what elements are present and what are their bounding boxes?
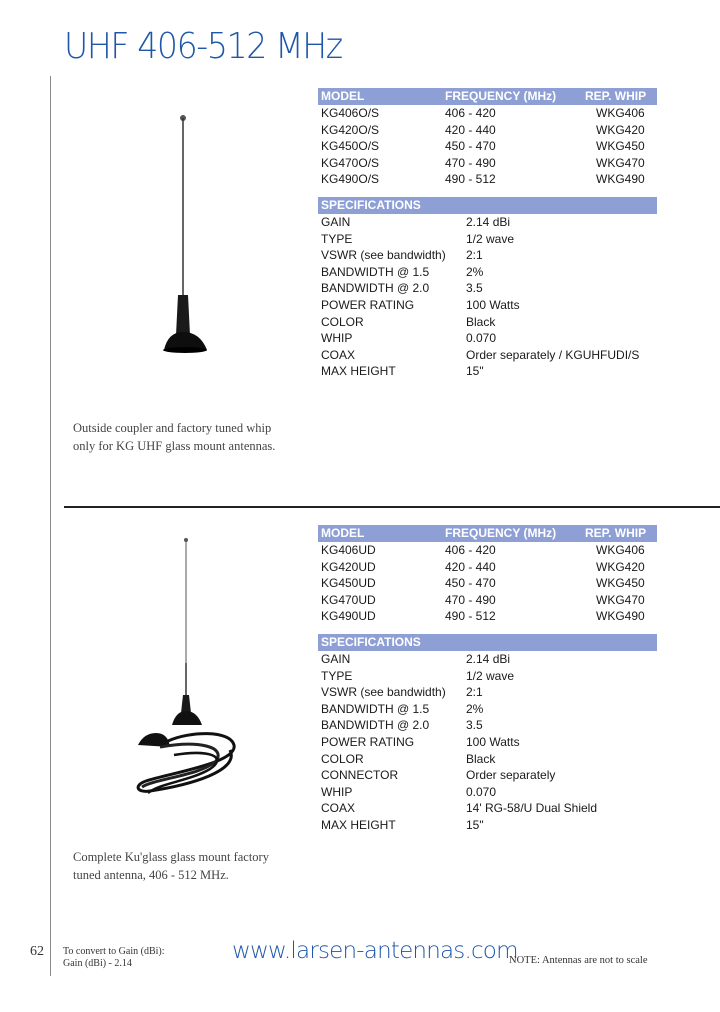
website-link[interactable]: www.larsen-antennas.com bbox=[232, 938, 518, 964]
spec-row: COAX Order separately / KGUHFUDI/S bbox=[321, 347, 640, 362]
specifications-header: SPECIFICATIONS bbox=[318, 197, 657, 214]
col-frequency: FREQUENCY (MHz) bbox=[445, 89, 557, 103]
col-whip: REP. WHIP bbox=[585, 89, 647, 103]
spec-row: CONNECTOR Order separately bbox=[321, 768, 556, 783]
table-row: KG470UD 470 - 490 WKG470 bbox=[321, 592, 645, 607]
table-row: KG490O/S 490 - 512 WKG490 bbox=[321, 172, 645, 187]
spec-row: COLOR Black bbox=[321, 314, 496, 329]
spec-row: BANDWIDTH @ 2.0 3.5 bbox=[321, 281, 483, 296]
page-number: 62 bbox=[30, 944, 44, 959]
col-whip: REP. WHIP bbox=[585, 526, 647, 540]
spec-row: POWER RATING 100 Watts bbox=[321, 297, 520, 312]
spec-row: TYPE 1/2 wave bbox=[321, 668, 515, 683]
model-table-2 bbox=[318, 525, 657, 834]
caption-2: Complete Ku'glass glass mount factory tuned antenna, 406 - 512 MHz. bbox=[73, 850, 269, 882]
page-title: UHF 406-512 MHz bbox=[64, 26, 342, 67]
table-row: KG406O/S 406 - 420 WKG406 bbox=[321, 106, 645, 120]
col-model: MODEL bbox=[321, 526, 365, 540]
table-row: KG450O/S 450 - 470 WKG450 bbox=[321, 139, 645, 154]
table-row: KG420O/S 420 - 440 WKG420 bbox=[321, 122, 645, 137]
table-row: KG490UD 490 - 512 WKG490 bbox=[321, 609, 645, 624]
spec-row: GAIN 2.14 dBi bbox=[321, 214, 511, 229]
col-frequency: FREQUENCY (MHz) bbox=[445, 526, 557, 540]
table-row: KG420UD 420 - 440 WKG420 bbox=[321, 559, 645, 574]
spec-row: WHIP 0.070 bbox=[321, 331, 497, 346]
table-row: KG450UD 450 - 470 WKG450 bbox=[321, 576, 645, 591]
spec-row: MAX HEIGHT 15" bbox=[321, 817, 484, 832]
antenna-image-complete-glass-mount bbox=[130, 535, 250, 800]
table-row: KG470O/S 470 - 490 WKG470 bbox=[321, 155, 645, 170]
margin-rule bbox=[50, 76, 51, 976]
spec-row: VSWR (see bandwidth) 2:1 bbox=[321, 248, 483, 263]
caption-1: Outside coupler and factory tuned whip only for KG UHF glass mount antennas. bbox=[73, 421, 276, 453]
spec-row: COAX 14' RG-58/U Dual Shield bbox=[321, 801, 598, 816]
spec-row: TYPE 1/2 wave bbox=[321, 231, 515, 246]
spec-row: COLOR Black bbox=[321, 751, 496, 766]
spec-row: POWER RATING 100 Watts bbox=[321, 734, 520, 749]
model-table-header bbox=[318, 525, 657, 542]
model-table-header bbox=[318, 88, 657, 105]
scale-note: NOTE: Antennas are not to scale bbox=[509, 955, 648, 966]
specifications-header: SPECIFICATIONS bbox=[318, 634, 657, 651]
section-divider bbox=[64, 506, 720, 508]
model-table-1 bbox=[318, 88, 657, 380]
spec-row: BANDWIDTH @ 1.5 2% bbox=[321, 264, 484, 279]
antenna-image-outside-coupler bbox=[150, 110, 230, 360]
spec-row: BANDWIDTH @ 1.5 2% bbox=[321, 701, 484, 716]
spec-row: MAX HEIGHT 15" bbox=[321, 364, 484, 379]
spec-row: BANDWIDTH @ 2.0 3.5 bbox=[321, 718, 483, 733]
conversion-note: To convert to Gain (dBi): Gain (dBi) - 2.14 bbox=[63, 946, 165, 969]
table-row: KG406UD 406 - 420 WKG406 bbox=[321, 543, 645, 557]
spec-row: VSWR (see bandwidth) 2:1 bbox=[321, 685, 483, 700]
spec-row: GAIN 2.14 dBi bbox=[321, 651, 511, 666]
spec-row: WHIP 0.070 bbox=[321, 784, 497, 799]
col-model: MODEL bbox=[321, 89, 365, 103]
